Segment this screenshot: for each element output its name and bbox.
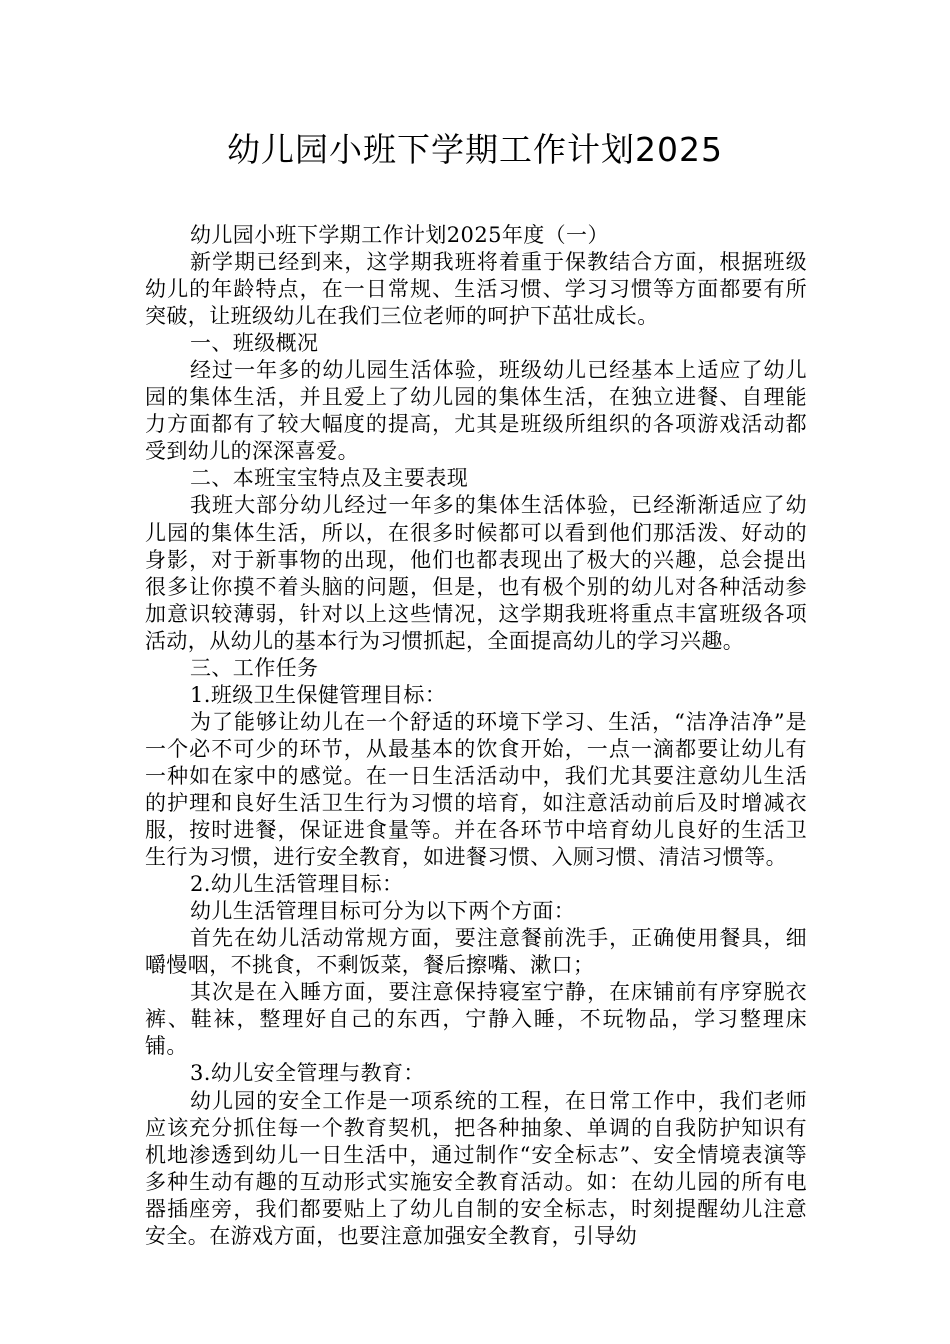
paragraph-class-overview: 经过一年多的幼儿园生活体验，班级幼儿已经基本上适应了幼儿园的集体生活，并且爱上了幼儿园的集体生活，在独立进餐、自理能力方面都有了较大幅度的提高，尤其是班级所组织的各项游戏活动都受到幼儿的深深喜爱。	[145, 358, 807, 464]
subheading-hygiene: 1.班级卫生保健管理目标：	[190, 682, 447, 707]
paragraph-life-sleep: 其次是在入睡方面，要注意保持寝室宁静，在床铺前有序穿脱衣裤、鞋袜，整理好自己的东西，宁静入睡，不玩物品，学习整理床铺。	[145, 980, 807, 1059]
section-heading-tasks: 三、工作任务	[190, 655, 319, 680]
section-heading-class-features: 二、本班宝宝特点及主要表现	[190, 466, 469, 491]
paragraph-safety: 幼儿园的安全工作是一项系统的工程，在日常工作中，我们老师应该充分抓住每一个教育契机，把各种抽象、单调的自我防护知识有机地渗透到幼儿一日生活中，通过制作“安全标志”、安全情境表演等多种生动有趣的互动形式实施安全教育活动。如：在幼儿园的所有电器插座旁，我们都要贴上了幼儿自制的安全标志，时刻提醒幼儿注意安全。在游戏方面，也要注意加强安全教育，引导幼	[145, 1088, 807, 1248]
paragraph-class-features: 我班大部分幼儿经过一年多的集体生活体验，已经渐渐适应了幼儿园的集体生活，所以，在很多时候都可以看到他们那活泼、好动的身影，对于新事物的出现，他们也都表现出了极大的兴趣，总会提出很多让你摸不着头脑的问题，但是，也有极个别的幼儿对各种活动参加意识较薄弱，针对以上这些情况，这学期我班将重点丰富班级各项活动，从幼儿的基本行为习惯抓起，全面提高幼儿的学习兴趣。	[145, 493, 807, 653]
subheading-life-management: 2.幼儿生活管理目标：	[190, 872, 404, 897]
paragraph-life-activity: 首先在幼儿活动常规方面，要注意餐前洗手，正确使用餐具，细嚼慢咽，不挑食，不剩饭菜，餐后擦嘴、漱口；	[145, 926, 807, 978]
document-body	[145, 222, 807, 1250]
document-title: 幼儿园小班下学期工作计划2025	[227, 130, 723, 169]
paragraph-subtitle: 幼儿园小班下学期工作计划2025年度（一）	[190, 223, 609, 247]
paragraph-intro: 新学期已经到来，这学期我班将着重于保教结合方面，根据班级幼儿的年龄特点，在一日常规、生活习惯、学习习惯等方面都要有所突破，让班级幼儿在我们三位老师的呵护下茁壮成长。	[145, 250, 807, 329]
paragraph-life-management-intro: 幼儿生活管理目标可分为以下两个方面：	[190, 899, 576, 924]
subheading-safety: 3.幼儿安全管理与教育：	[190, 1061, 425, 1086]
paragraph-hygiene: 为了能够让幼儿在一个舒适的环境下学习、生活，“洁净洁净”是一个必不可少的环节，从最基本的饮食开始，一点一滴都要让幼儿有一种如在家中的感觉。在一日生活活动中，我们尤其要注意幼儿生活的护理和良好生活卫生行为习惯的培育，如注意活动前后及时增减衣服，按时进餐，保证进食量等。并在各环节中培育幼儿良好的生活卫生行为习惯，进行安全教育，如进餐习惯、入厕习惯、清洁习惯等。	[145, 709, 807, 870]
section-heading-class-overview: 一、班级概况	[190, 331, 319, 356]
